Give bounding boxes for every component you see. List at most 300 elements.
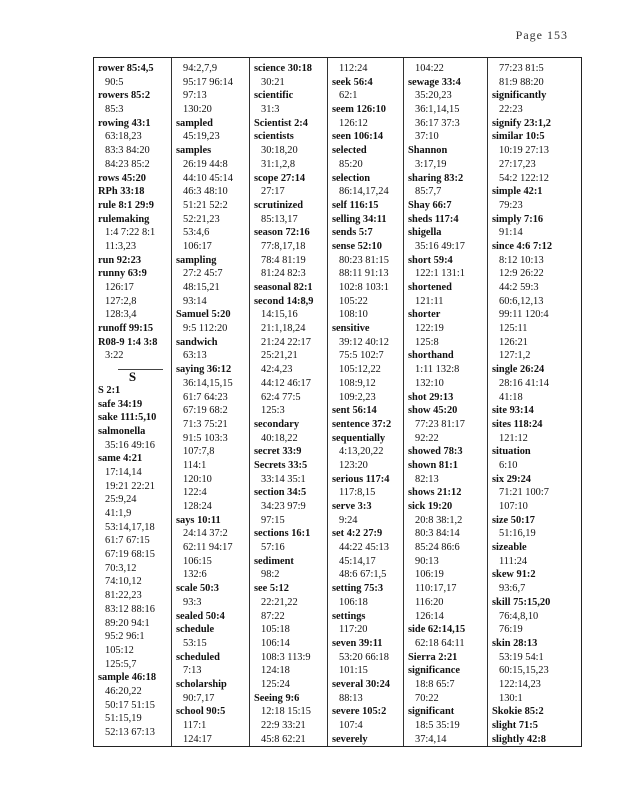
index-page-refs: 12:18 15:15 [261, 706, 311, 718]
index-page-refs: 77:23 81:5 [499, 63, 544, 74]
index-column-2 [172, 58, 250, 746]
index-page-refs: 9:5 112:20 [183, 323, 228, 335]
index-page-refs: 67:19 68:15 [105, 549, 155, 561]
index-page-refs: 107:7,8 [183, 446, 215, 458]
index-page-refs: 111:24 [499, 555, 528, 567]
index-page-refs: 20:8 38:1,2 [415, 514, 463, 526]
index-term: seasonal 82:1 [254, 282, 313, 293]
index-page-refs: 76:4,8,10 [499, 610, 539, 622]
index-page-refs: 45:19,23 [183, 131, 220, 143]
index-page-refs: 80:23 81:15 [339, 254, 389, 266]
index-page-refs: 88:13 [339, 692, 363, 704]
index-page-refs: 123:20 [339, 459, 368, 471]
index-page-refs: 12:9 26:22 [499, 268, 544, 280]
index-page-refs: 87:22 [261, 610, 285, 622]
index-page-refs: 30:18,20 [261, 145, 298, 157]
index-term: rule 8:1 29:9 [98, 199, 154, 211]
index-page-refs: 127:2,8 [105, 295, 137, 307]
index-page-refs: 125:8 [415, 336, 439, 348]
index-page-refs: 83:12 88:16 [105, 603, 155, 615]
index-page-refs: 107:4 [339, 720, 363, 731]
index-page-refs: 75:5 102:7 [339, 350, 384, 362]
index-term: shown 81:1 [408, 459, 458, 471]
index-page-refs: 88:11 91:13 [339, 268, 389, 280]
index-page-refs: 51:15,19 [105, 713, 142, 725]
index-term: sent 56:14 [332, 405, 377, 417]
index-page-refs: 93:14 [183, 295, 207, 307]
index-page-refs: 62:4 77:5 [261, 391, 301, 403]
index-term: skew 91:2 [492, 569, 536, 581]
index-term: selling 34:11 [332, 213, 387, 225]
index-page-refs: 60:15,15,23 [499, 665, 549, 677]
index-page-refs: 37:4,14 [415, 733, 447, 745]
index-term: sampling [176, 254, 217, 266]
index-page-refs: 18:8 65:7 [415, 678, 455, 690]
index-page-refs: 125:5,7 [105, 658, 137, 670]
index-term: rows 45:20 [98, 172, 147, 184]
index-page-refs: 122:1 131:1 [415, 268, 465, 280]
index-term: second 14:8,9 [254, 295, 314, 307]
index-term: sediment [254, 555, 294, 567]
index-page-refs: 109:2,23 [339, 391, 376, 403]
index-page-refs: 114:1 [183, 459, 207, 471]
index-page-refs: 35:16 49:17 [415, 240, 465, 252]
index-page-refs: 24:14 37:2 [183, 528, 228, 540]
index-term: Seeing 9:6 [254, 692, 300, 704]
index-page-refs: 3:17,19 [415, 158, 447, 170]
index-page-refs: 37:10 [415, 131, 439, 143]
index-page-refs: 21:24 22:17 [261, 336, 311, 348]
index-page-refs: 25:9,24 [105, 494, 137, 506]
index-page-refs: 90:5 [105, 76, 124, 88]
index-term: rowers 85:2 [98, 90, 151, 102]
index-page-refs: 74:10,12 [105, 576, 142, 588]
index-term: settings [332, 610, 366, 622]
index-page-refs: 85:3 [105, 104, 124, 116]
index-page-refs: 45:14,17 [339, 555, 376, 567]
index-term: sizeable [492, 542, 527, 554]
index-page-refs: 6:10 [499, 459, 518, 471]
index-page-refs: 44:2 59:3 [499, 282, 539, 293]
index-term: samples [176, 145, 212, 157]
index-page-refs: 39:12 40:12 [339, 336, 389, 348]
index-page-refs: 10:19 27:13 [499, 145, 549, 157]
index-term: similar 10:5 [492, 131, 545, 143]
index-page-refs: 34:23 97:9 [261, 501, 306, 512]
index-page-refs: 61:7 67:15 [105, 535, 150, 547]
index-page-refs: 14:15,16 [261, 309, 298, 321]
index-page-refs: 53:15 [183, 637, 207, 649]
index-term: school 90:5 [176, 706, 226, 718]
index-page-refs: 41:1,9 [105, 508, 132, 519]
index-page-refs: 36:17 37:3 [415, 117, 460, 129]
index-page-refs: 19:21 22:21 [105, 480, 155, 492]
index-term: section 34:5 [254, 487, 307, 499]
index-term: shorthand [408, 350, 454, 362]
index-page-refs: 120:10 [183, 473, 212, 485]
index-page-refs: 1:4 7:22 8:1 [105, 227, 156, 239]
index-page-refs: 97:13 [183, 90, 207, 102]
index-page-refs: 45:8 62:21 [261, 733, 306, 745]
index-column-3 [250, 58, 328, 746]
index-term: sampled [176, 117, 213, 129]
index-page-refs: 70:3,12 [105, 562, 137, 574]
index-term: severely [332, 733, 368, 745]
index-term: seem 126:10 [332, 104, 386, 116]
index-page-refs: 44:22 45:13 [339, 542, 389, 554]
index-term: sensitive [332, 323, 370, 335]
index-term: season 72:16 [254, 227, 310, 239]
index-term: see 5:12 [254, 583, 289, 595]
index-term: set 4:2 27:9 [332, 528, 383, 540]
index-page-refs: 27:17 [261, 186, 285, 198]
index-page-refs: 77:8,17,18 [261, 240, 306, 252]
index-term: sentence 37:2 [332, 418, 392, 430]
index-page-refs: 22:9 33:21 [261, 720, 306, 731]
index-page-refs: 110:17,17 [415, 583, 457, 595]
index-page-refs: 76:19 [499, 624, 523, 636]
index-page-refs: 116:20 [415, 596, 444, 608]
index-term: signify 23:1,2 [492, 117, 551, 129]
index-term: skill 75:15,20 [492, 596, 551, 608]
index-term: S 2:1 [98, 384, 121, 396]
index-term: single 26:24 [492, 364, 545, 376]
index-page-refs: 101:15 [339, 665, 368, 677]
index-page-refs: 91:14 [499, 227, 523, 239]
index-term: seven 39:11 [332, 637, 383, 649]
index-page-refs: 85:7,7 [415, 186, 442, 198]
index-term: significance [408, 665, 460, 677]
index-term: Secrets 33:5 [254, 459, 308, 471]
index-page-refs: 86:14,17,24 [339, 186, 389, 198]
index-page-refs: 95:17 96:14 [183, 76, 233, 88]
index-page-refs: 63:13 [183, 350, 207, 362]
index-term: Samuel 5:20 [176, 309, 231, 321]
index-page-refs: 124:18 [261, 665, 290, 677]
index-page-refs: 80:3 84:14 [415, 528, 460, 540]
index-page-refs: 62:18 64:11 [415, 637, 465, 649]
index-page-refs: 85:13,17 [261, 213, 298, 225]
index-term: Shannon [408, 145, 448, 157]
index-page-refs: 17:14,14 [105, 466, 142, 478]
index-page-refs: 1:11 132:8 [415, 364, 460, 376]
index-page-refs: 85:24 86:6 [415, 542, 460, 554]
index-term: significantly [492, 90, 547, 102]
index-page-refs: 77:23 81:17 [415, 418, 465, 430]
index-column-4 [328, 58, 404, 746]
index-page-refs: 104:22 [415, 63, 444, 74]
index-term: sends 5:7 [332, 227, 373, 239]
index-page-refs: 81:9 88:20 [499, 76, 544, 88]
index-page-refs: 46:20,22 [105, 685, 142, 697]
index-page-refs: 92:22 [415, 432, 439, 444]
index-page-refs: 61:7 64:23 [183, 391, 228, 403]
index-page-refs: 25:21,21 [261, 350, 298, 362]
index-term: simply 7:16 [492, 213, 544, 225]
index-page-refs: 30:21 [261, 76, 285, 88]
index-page-refs: 52:21,23 [183, 213, 220, 225]
index-page-refs: 108:9,12 [339, 377, 376, 389]
index-page-refs: 108:3 113:9 [261, 651, 311, 663]
index-term: seek 56:4 [332, 76, 373, 88]
index-term: says 10:11 [176, 514, 221, 526]
index-page-refs: 81:24 82:3 [261, 268, 306, 280]
index-page-refs: 50:17 51:15 [105, 699, 155, 711]
index-page-refs: 48:15,21 [183, 282, 220, 293]
index-term: slight 71:5 [492, 720, 538, 731]
index-term: serve 3:3 [332, 501, 372, 512]
index-term: sewage 33:4 [408, 76, 461, 88]
index-term: schedule [176, 624, 215, 636]
index-term: salmonella [98, 425, 146, 437]
index-page-refs: 93:3 [183, 596, 202, 608]
index-term: same 4:21 [98, 453, 143, 465]
index-page-refs: 35:16 49:16 [105, 439, 155, 451]
index-term: sake 111:5,10 [98, 412, 157, 424]
index-term: six 29:24 [492, 473, 531, 485]
index-page-refs: 7:13 [183, 665, 202, 677]
index-term: sandwich [176, 336, 218, 348]
index-term: sequentially [332, 432, 386, 444]
index-page-refs: 90:13 [415, 555, 439, 567]
index-page-refs: 46:3 48:10 [183, 186, 228, 198]
index-page-refs: 62:11 94:17 [183, 542, 233, 554]
index-term: skin 28:13 [492, 637, 538, 649]
index-term: Sierra 2:21 [408, 651, 458, 663]
index-page-refs: 125:11 [499, 323, 528, 335]
index-term: scale 50:3 [176, 583, 219, 595]
index-term: shot 29:13 [408, 391, 454, 403]
index-page-refs: 93:6,7 [499, 583, 526, 595]
index-page-refs: 105:12,22 [339, 364, 381, 376]
index-term: run 92:23 [98, 254, 142, 266]
index-term: several 30:24 [332, 678, 390, 690]
index-term: rowing 43:1 [98, 117, 151, 129]
index-page-refs: 33:14 35:1 [261, 473, 306, 485]
index-page-refs: 9:24 [339, 514, 358, 526]
index-term: significant [408, 706, 455, 718]
index-term: simple 42:1 [492, 186, 543, 198]
index-page-refs: 122:19 [415, 323, 444, 335]
index-term: scientists [254, 131, 294, 143]
index-page-refs: 57:16 [261, 542, 285, 554]
index-page-refs: 128:3,4 [105, 309, 137, 321]
index-term: side 62:14,15 [408, 624, 466, 636]
index-term: sample 46:18 [98, 672, 157, 684]
index-page-refs: 4:13,20,22 [339, 446, 384, 458]
index-page-refs: 71:21 100:7 [499, 487, 549, 499]
index-page-refs: 105:18 [261, 624, 290, 636]
index-page-refs: 44:10 45:14 [183, 172, 233, 184]
index-term: site 93:14 [492, 405, 534, 417]
index-term: Skokie 85:2 [492, 706, 544, 718]
index-term: scientific [254, 90, 294, 102]
index-page-refs: 122:4 [183, 487, 207, 499]
index-page-refs: 117:8,15 [339, 487, 376, 499]
index-column-6 [488, 58, 583, 746]
index-page-refs: 31:3 [261, 104, 280, 116]
index-term: sick 19:20 [408, 501, 453, 512]
index-page-refs: 28:16 41:14 [499, 377, 549, 389]
index-page-refs: 105:22 [339, 295, 368, 307]
index-page-refs: 22:21,22 [261, 596, 298, 608]
index-term: runoff 99:15 [98, 323, 154, 335]
index-page-refs: 53:4,6 [183, 227, 210, 239]
index-term: secret 33:9 [254, 446, 302, 458]
index-page-refs: 106:19 [415, 569, 444, 581]
index-page-refs: 18:5 35:19 [415, 720, 460, 731]
index-page-refs: 3:22 [105, 350, 124, 362]
index-page-refs: 62:1 [339, 90, 358, 102]
index-term: runny 63:9 [98, 268, 147, 280]
index-page-refs: 27:2 45:7 [183, 268, 223, 280]
index-term: show 45:20 [408, 405, 458, 417]
index-term: setting 75:3 [332, 583, 384, 595]
index-column-5 [404, 58, 488, 746]
index-term: sense 52:10 [332, 240, 382, 252]
index-page-refs: 67:19 68:2 [183, 405, 228, 417]
page-number: Page 153 [515, 28, 568, 42]
index-page-refs: 98:2 [261, 569, 280, 581]
index-term: selected [332, 145, 367, 157]
index-term: seen 106:14 [332, 131, 384, 143]
index-page-refs: 42:4,23 [261, 364, 293, 376]
index-page-refs: 95:2 96:1 [105, 631, 145, 643]
index-page-refs: 81:22,23 [105, 590, 142, 602]
index-page-refs: 53:14,17,18 [105, 521, 155, 533]
index-page-refs: 48:6 67:1,5 [339, 569, 387, 581]
index-page-refs: 122:14,23 [499, 678, 541, 690]
index-page-refs: 125:24 [261, 678, 290, 690]
index-term: rulemaking [98, 213, 150, 225]
index-page-refs: 126:21 [499, 336, 528, 348]
index-term: short 59:4 [408, 254, 453, 266]
index-page-refs: 85:20 [339, 158, 363, 170]
index-page-refs: 106:17 [183, 240, 212, 252]
index-page-refs: 124:17 [183, 733, 212, 745]
index-page-refs: 8:12 10:13 [499, 254, 544, 266]
index-term: showed 78:3 [408, 446, 463, 458]
index-term: sites 118:24 [492, 418, 543, 430]
index-term: shows 21:12 [408, 487, 462, 499]
index-page-refs: 130:1 [499, 692, 523, 704]
index-page-refs: 71:3 75:21 [183, 418, 228, 430]
index-term: secondary [254, 418, 300, 430]
index-page-refs: 90:7,17 [183, 692, 215, 704]
index-page-refs: 97:15 [261, 514, 285, 526]
index-page-refs: 52:13 67:13 [105, 727, 155, 738]
index-page-refs: 121:11 [415, 295, 444, 307]
index-term: sharing 83:2 [408, 172, 464, 184]
index-page-refs: 102:8 103:1 [339, 282, 389, 293]
index-page-refs: 94:2,7,9 [183, 63, 218, 74]
index-term: serious 117:4 [332, 473, 390, 485]
index-page-refs: 22:23 [499, 104, 523, 116]
index-term: sheds 117:4 [408, 213, 459, 225]
index-page-refs: 11:3,23 [105, 240, 137, 252]
index-term: severe 105:2 [332, 706, 387, 718]
section-letter: S [128, 370, 137, 384]
index-term: size 50:17 [492, 514, 535, 526]
index-page-refs: 91:5 103:3 [183, 432, 228, 444]
index-page-refs: 51:21 52:2 [183, 199, 228, 211]
index-term: slightly 42:8 [492, 733, 546, 745]
index-page-refs: 79:23 [499, 199, 523, 211]
index-page-refs: 35:20,23 [415, 90, 452, 102]
index-term: sealed 50:4 [176, 610, 225, 622]
index-term: scholarship [176, 678, 227, 690]
index-term: scope 27:14 [254, 172, 306, 184]
index-page-refs: 126:17 [105, 282, 134, 293]
index-term: safe 34:19 [98, 398, 143, 410]
index-term: selection [332, 172, 371, 184]
index-term: Shay 66:7 [408, 199, 452, 211]
index-page-refs: 78:4 81:19 [261, 254, 306, 266]
index-page-refs: 105:12 [105, 644, 134, 656]
index-page-refs: 106:18 [339, 596, 368, 608]
index-term: since 4:6 7:12 [492, 240, 553, 252]
index-page-refs: 31:1,2,8 [261, 158, 296, 170]
index-page-refs: 53:20 66:18 [339, 651, 389, 663]
index-term: R08-9 1:4 3:8 [98, 336, 158, 348]
index-page-refs: 117:1 [183, 720, 207, 731]
index-page-refs: 70:22 [415, 692, 439, 704]
index-page-refs: 27:17,23 [499, 158, 536, 170]
index-page-refs: 41:18 [499, 391, 523, 403]
index-page-refs: 60:6,12,13 [499, 295, 544, 307]
index-term: self 116:15 [332, 199, 379, 211]
index-term: scheduled [176, 651, 220, 663]
index-page-refs: 26:19 44:8 [183, 158, 228, 170]
index-page-refs: 126:14 [415, 610, 444, 622]
index-page-refs: 40:18,22 [261, 432, 298, 444]
index-page-refs: 99:11 120:4 [499, 309, 549, 321]
index-page-refs: 117:20 [339, 624, 368, 636]
index-page-refs: 127:1,2 [499, 350, 531, 362]
index-page-refs: 121:12 [499, 432, 528, 444]
index-column-1 [94, 58, 172, 746]
index-page-refs: 106:14 [261, 637, 290, 649]
index-page-refs: 130:20 [183, 104, 212, 116]
index-page-refs: 44:12 46:17 [261, 377, 311, 389]
index-page-refs: 36:14,15,15 [183, 377, 233, 389]
index-term: rower 85:4,5 [98, 63, 154, 74]
index-page-refs: 51:16,19 [499, 528, 536, 540]
index-term: saying 36:12 [176, 364, 232, 376]
index-term: situation [492, 446, 531, 458]
index-term: Scientist 2:4 [254, 117, 308, 129]
index-term: shigella [408, 227, 442, 239]
index-page-refs: 84:23 85:2 [105, 158, 150, 170]
index-page-refs: 53:19 54:1 [499, 651, 544, 663]
index-term: scrutinized [254, 199, 304, 211]
index-page-refs: 36:1,14,15 [415, 104, 460, 116]
index-page-refs: 128:24 [183, 501, 212, 512]
index-term: shorter [408, 309, 441, 321]
index-page-refs: 107:10 [499, 501, 528, 512]
index-page-refs: 83:3 84:20 [105, 145, 150, 157]
word-index-grid [93, 57, 582, 747]
index-term: science 30:18 [254, 63, 312, 74]
index-page-refs: 132:6 [183, 569, 207, 581]
index-term: RPh 33:18 [98, 186, 145, 198]
index-page-refs: 132:10 [415, 377, 444, 389]
index-page-refs: 82:13 [415, 473, 439, 485]
index-term: shortened [408, 282, 452, 293]
index-page-refs: 89:20 94:1 [105, 617, 150, 629]
index-page-refs: 54:2 122:12 [499, 172, 549, 184]
index-page-refs: 126:12 [339, 117, 368, 129]
